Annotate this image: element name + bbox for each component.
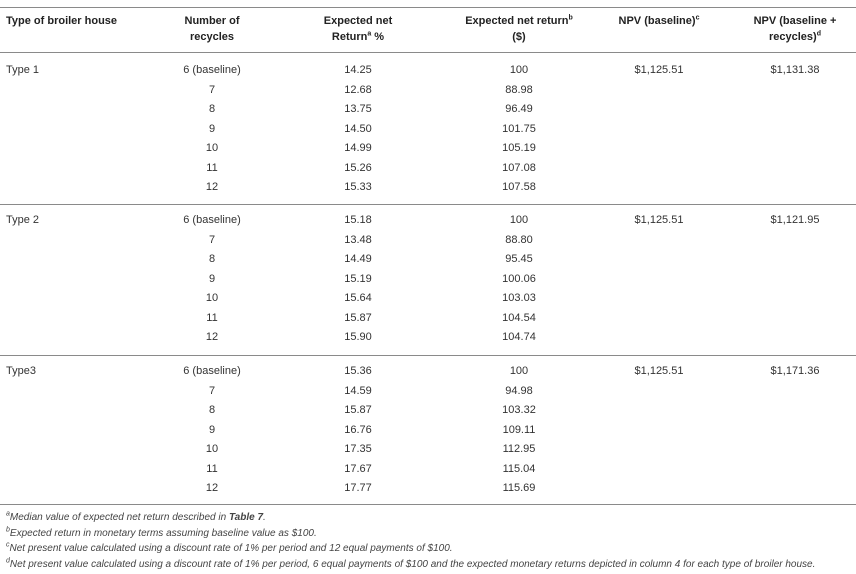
row-net-return: 101.75 xyxy=(502,123,536,135)
group-npv-recycles: $1,131.38 xyxy=(770,64,820,76)
row-recycles: 11 xyxy=(206,463,218,475)
footnote-mark: d xyxy=(6,557,10,565)
group-npv-baseline: $1,125.51 xyxy=(634,214,684,226)
group-npv-baseline: $1,125.51 xyxy=(634,365,684,377)
group-type-label: Type 1 xyxy=(6,64,40,76)
row-recycles: 10 xyxy=(205,443,219,455)
row-return-pct: 15.87 xyxy=(344,404,372,416)
row-net-return: 107.58 xyxy=(502,181,536,193)
footnote-text: Expected return in monetary terms assuming baseline value as $100. xyxy=(9,528,317,539)
row-return-pct: 15.18 xyxy=(344,214,372,226)
row-recycles: 12 xyxy=(205,482,219,494)
row-net-return: 100 xyxy=(509,365,529,377)
row-return-pct: 14.25 xyxy=(344,64,372,76)
header-npv-baseline: NPV (baseline)$^c$ xyxy=(618,14,700,27)
row-net-return: 95.45 xyxy=(505,253,533,265)
row-return-pct: 12.68 xyxy=(344,84,372,96)
row-net-return: 100.06 xyxy=(502,273,536,285)
row-recycles: 7 xyxy=(208,385,216,397)
footnote-mark: a xyxy=(6,510,10,518)
row-net-return: 100 xyxy=(509,64,529,76)
row-recycles: 9 xyxy=(208,424,216,436)
row-recycles: 8 xyxy=(208,253,216,265)
row-recycles: 6 (baseline) xyxy=(183,214,241,226)
row-recycles: 7 xyxy=(208,84,216,96)
row-recycles: 10 xyxy=(205,292,219,304)
header-rule xyxy=(0,52,856,53)
header-net-return: Expected net return$^b$ ($) xyxy=(465,14,573,43)
row-return-pct: 13.75 xyxy=(344,103,372,115)
row-return-pct: 15.90 xyxy=(344,331,372,343)
footnote-text: Median value of expected net return described in xyxy=(9,512,229,523)
row-recycles: 11 xyxy=(206,162,218,174)
footnote-mark: b xyxy=(6,526,10,534)
row-recycles: 6 (baseline) xyxy=(183,365,241,377)
group-type-label: Type 2 xyxy=(6,214,40,226)
row-recycles: 12 xyxy=(205,181,219,193)
row-recycles: 8 xyxy=(208,103,216,115)
row-return-pct: 17.77 xyxy=(344,482,372,494)
footnote-tail: . xyxy=(263,512,266,523)
row-net-return: 88.80 xyxy=(505,234,533,246)
footnote-text: Net present value calculated using a discount rate of 1% per period, 6 equal payments of $100 and the expected monetary returns depicted in column 4 for each type of broiler house. xyxy=(9,559,816,570)
row-net-return: 115.04 xyxy=(502,463,536,475)
row-net-return: 103.32 xyxy=(502,404,536,416)
footnote xyxy=(6,542,453,555)
row-recycles: 10 xyxy=(205,142,219,154)
row-net-return: 107.08 xyxy=(502,162,536,174)
group-divider xyxy=(0,355,856,356)
row-return-pct: 15.36 xyxy=(344,365,372,377)
footnote xyxy=(6,511,266,524)
row-return-pct: 13.48 xyxy=(344,234,372,246)
footnote-table-ref: Table 7 xyxy=(228,512,264,523)
row-return-pct: 14.49 xyxy=(344,253,372,265)
row-net-return: 94.98 xyxy=(505,385,533,397)
group-npv-baseline: $1,125.51 xyxy=(634,64,684,76)
row-recycles: 8 xyxy=(208,404,216,416)
row-net-return: 112.95 xyxy=(502,443,536,455)
row-recycles: 12 xyxy=(205,331,219,343)
group-npv-recycles: $1,121.95 xyxy=(770,214,820,226)
row-return-pct: 15.26 xyxy=(344,162,372,174)
header-type: Type of broiler house xyxy=(6,15,118,27)
row-return-pct: 17.35 xyxy=(344,443,372,455)
row-net-return: 105.19 xyxy=(502,142,536,154)
row-return-pct: 14.50 xyxy=(344,123,372,135)
row-net-return: 100 xyxy=(509,214,529,226)
group-divider xyxy=(0,204,856,205)
row-net-return: 104.54 xyxy=(502,312,536,324)
header-npv-recycles: NPV (baseline + recycles)$^d$ xyxy=(753,15,837,43)
top-rule xyxy=(0,7,856,8)
row-net-return: 88.98 xyxy=(505,84,533,96)
bottom-rule xyxy=(0,504,856,505)
row-return-pct: 14.59 xyxy=(344,385,372,397)
row-recycles: 9 xyxy=(208,123,216,135)
row-return-pct: 14.99 xyxy=(344,142,372,154)
row-net-return: 109.11 xyxy=(502,424,536,436)
row-net-return: 104.74 xyxy=(502,331,536,343)
row-return-pct: 16.76 xyxy=(344,424,372,436)
footnote xyxy=(6,527,317,540)
group-npv-recycles: $1,171.36 xyxy=(770,365,820,377)
row-return-pct: 15.64 xyxy=(344,292,372,304)
footnote-mark: c xyxy=(6,541,10,549)
header-recycles: Number of recycles xyxy=(184,15,240,43)
row-recycles: 6 (baseline) xyxy=(183,64,241,76)
row-recycles: 7 xyxy=(208,234,216,246)
row-recycles: 11 xyxy=(206,312,218,324)
row-net-return: 115.69 xyxy=(502,482,536,494)
footnote-text: Net present value calculated using a discount rate of 1% per period and 12 equal payments of $100. xyxy=(9,543,453,554)
header-return-pct: Expected net Return$^a$ % xyxy=(323,15,393,43)
footnote xyxy=(6,558,815,571)
row-return-pct: 17.67 xyxy=(344,463,372,475)
row-net-return: 103.03 xyxy=(502,292,536,304)
row-return-pct: 15.33 xyxy=(344,181,372,193)
row-return-pct: 15.19 xyxy=(344,273,372,285)
row-return-pct: 15.87 xyxy=(344,312,372,324)
row-recycles: 9 xyxy=(208,273,216,285)
group-type-label: Type3 xyxy=(6,365,36,377)
row-net-return: 96.49 xyxy=(505,103,533,115)
